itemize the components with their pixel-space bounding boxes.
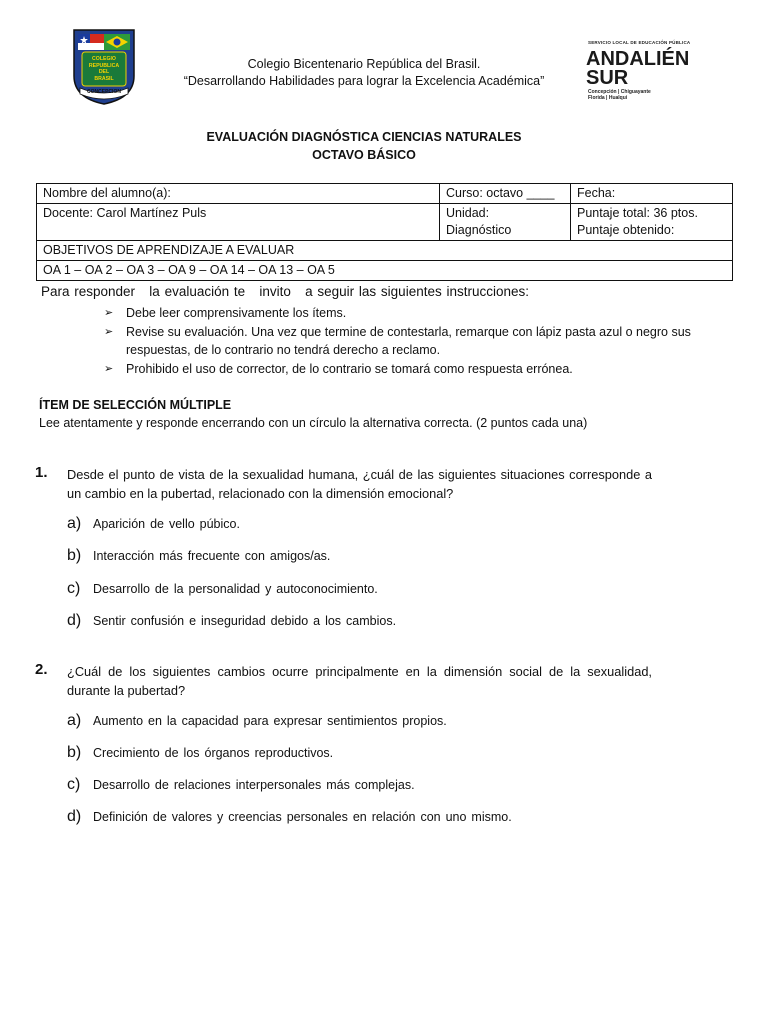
crest-line: REPUBLICA xyxy=(88,62,120,69)
logo-sub-line2: Florida | Hualqui xyxy=(588,95,628,101)
option-2b[interactable] xyxy=(67,744,333,762)
arrow-bullet-icon: ➢ xyxy=(104,307,114,319)
section-description: Lee atentamente y responde encerrando con un círculo la alternativa correcta. (2 puntos cada una) xyxy=(39,416,588,430)
school-motto: “Desarrollando Habilidades para lograr la Excelencia Académica” xyxy=(183,74,545,88)
option-letter: c) xyxy=(67,776,81,793)
option-text: Aparición de vello púbico. xyxy=(93,517,240,531)
course-cell[interactable]: Curso: octavo ____ xyxy=(440,184,571,204)
option-2c[interactable] xyxy=(67,776,415,794)
option-text: Sentir confusión e inseguridad debido a los cambios. xyxy=(93,614,397,628)
crest-line: BRASIL xyxy=(94,75,114,82)
option-1a[interactable] xyxy=(67,515,240,533)
unit-label: Unidad: xyxy=(446,206,490,220)
question-number: 2. xyxy=(35,661,48,678)
option-text: Desarrollo de la personalidad y autoconocimiento. xyxy=(93,582,378,596)
question-number: 1. xyxy=(35,464,48,481)
option-1c[interactable] xyxy=(67,580,378,598)
exam-title-line2: OCTAVO BÁSICO xyxy=(312,148,416,162)
instruction-text: Debe leer comprensivamente los ítems. xyxy=(126,306,347,320)
logo-brand-line2: SUR xyxy=(586,67,629,89)
objectives-cell: OA 1 – OA 2 – OA 3 – OA 9 – OA 14 – OA 13 – OA 5 xyxy=(37,261,733,281)
option-1b[interactable] xyxy=(67,547,330,565)
option-letter: b) xyxy=(67,547,82,564)
instruction-text: Revise su evaluación. Una vez que termine de contestarla, remarque con lápiz pasta azul o negro sus respuestas, de lo contrario no tendrá derecho a reclamo. xyxy=(126,324,691,357)
exam-title xyxy=(150,128,578,164)
option-text: Aumento en la capacidad para expresar sentimientos propios. xyxy=(93,714,447,728)
exam-title-line1: EVALUACIÓN DIAGNÓSTICA CIENCIAS NATURALES xyxy=(206,130,522,144)
student-name-cell[interactable]: Nombre del alumno(a): xyxy=(37,184,440,204)
school-header xyxy=(150,56,578,90)
option-letter: b) xyxy=(67,744,82,761)
option-text: Crecimiento de los órganos reproductivos. xyxy=(93,746,334,760)
obtained-score[interactable]: Puntaje obtenido: xyxy=(577,223,675,237)
logo-brand-line1: ANDALIÉN xyxy=(586,48,690,70)
student-info-table xyxy=(36,183,733,281)
arrow-bullet-icon: ➢ xyxy=(104,325,114,338)
school-name: Colegio Bicentenario República del Brasil. xyxy=(247,57,481,71)
option-letter: c) xyxy=(67,580,81,597)
option-1d[interactable] xyxy=(67,612,396,630)
total-score: Puntaje total: 36 ptos. xyxy=(577,206,698,220)
option-letter: a) xyxy=(67,712,82,729)
crest-line: DEL xyxy=(98,69,110,75)
instruction-item xyxy=(104,360,749,379)
instructions-intro: Para responder la evaluación te invito a seguir las siguientes instrucciones: xyxy=(41,284,530,299)
score-cell xyxy=(571,204,733,241)
instruction-item xyxy=(104,304,749,323)
question-text: ¿Cuál de los siguientes cambios ocurre principalmente en la dimensión social de la sexualidad, durante la pubertad? xyxy=(67,664,652,698)
unit-cell xyxy=(440,204,571,241)
crest-banner: CONCEPCION xyxy=(87,89,121,95)
option-text: Desarrollo de relaciones interpersonales más complejas. xyxy=(93,778,415,792)
unit-value: Diagnóstico xyxy=(446,223,512,237)
question-text: Desde el punto de vista de la sexualidad humana, ¿cuál de las siguientes situaciones corresponde a un cambio en la pubertad, relacionado con la dimensión emocional? xyxy=(67,467,652,501)
option-letter: d) xyxy=(67,612,82,629)
objectives-header-cell: OBJETIVOS DE APRENDIZAJE A EVALUAR xyxy=(37,241,733,261)
option-text: Interacción más frecuente con amigos/as. xyxy=(93,549,331,563)
andalien-sur-logo xyxy=(586,40,716,106)
instruction-text: Prohibido el uso de corrector, de lo contrario se tomará como respuesta errónea. xyxy=(126,361,573,376)
option-text: Definición de valores y creencias personales en relación con uno mismo. xyxy=(93,810,512,824)
logo-sub-line1: Concepción | Chiguayante xyxy=(588,89,651,95)
instruction-item xyxy=(104,323,749,360)
logo-caption: SERVICIO LOCAL DE EDUCACIÓN PÚBLICA xyxy=(588,40,691,45)
instructions-list xyxy=(104,304,749,378)
option-2d[interactable] xyxy=(67,808,512,826)
date-cell[interactable]: Fecha: xyxy=(571,184,733,204)
option-2a[interactable] xyxy=(67,712,447,730)
crest-line: COLEGIO xyxy=(92,56,116,62)
section-title: ÍTEM DE SELECCIÓN MÚLTIPLE xyxy=(39,398,232,412)
arrow-bullet-icon: ➢ xyxy=(104,362,114,375)
teacher-cell: Docente: Carol Martínez Puls xyxy=(37,204,440,241)
option-letter: d) xyxy=(67,808,82,825)
option-letter: a) xyxy=(67,515,82,532)
school-crest-logo xyxy=(70,26,138,106)
